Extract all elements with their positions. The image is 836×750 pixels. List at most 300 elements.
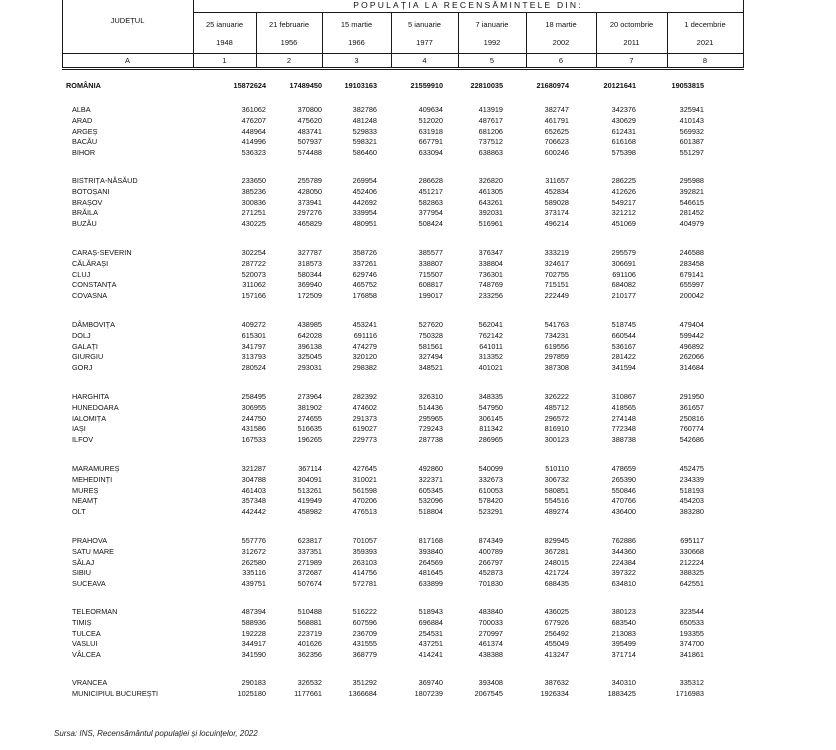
population-value: 414241 — [418, 650, 443, 659]
census-date-3: 15 martie — [340, 20, 373, 29]
population-value: 475620 — [297, 116, 322, 125]
population-value: 324617 — [544, 259, 569, 268]
population-value: 327494 — [418, 352, 443, 361]
total-row — [66, 80, 746, 92]
population-value: 762142 — [478, 331, 503, 340]
population-value: 610053 — [478, 486, 503, 495]
population-value: 762886 — [611, 536, 636, 545]
population-value: 172509 — [297, 291, 322, 300]
population-value: 290183 — [241, 678, 266, 687]
population-value: 483840 — [478, 607, 503, 616]
population-value: 233650 — [241, 176, 266, 185]
population-value: 1716983 — [675, 689, 704, 698]
population-value: 318573 — [297, 259, 322, 268]
county-name: VRANCEA — [72, 678, 108, 687]
population-value: 273964 — [297, 392, 322, 401]
population-value: 395499 — [611, 639, 636, 648]
population-value: 489274 — [544, 507, 569, 516]
population-value: 321212 — [611, 208, 636, 217]
population-value: 706623 — [544, 137, 569, 146]
population-value: 485712 — [544, 403, 569, 412]
census-year-5: 1992 — [483, 38, 501, 47]
column-code-6: 6 — [558, 56, 564, 65]
population-value: 361657 — [679, 403, 704, 412]
population-value: 339954 — [352, 208, 377, 217]
population-value: 274655 — [297, 414, 322, 423]
population-value: 341861 — [679, 650, 704, 659]
population-value: 461305 — [478, 187, 503, 196]
population-value: 372687 — [297, 568, 322, 577]
population-value: 612431 — [611, 127, 636, 136]
population-value: 496892 — [679, 342, 704, 351]
population-value: 633899 — [418, 579, 443, 588]
population-value: 371714 — [611, 650, 636, 659]
population-value: 176858 — [352, 291, 377, 300]
population-value: 340310 — [611, 678, 636, 687]
county-name: SĂLAJ — [72, 558, 95, 567]
population-value: 370800 — [297, 105, 322, 114]
population-value: 691116 — [353, 331, 377, 340]
county-name: TELEORMAN — [72, 607, 118, 616]
population-value: 465752 — [352, 280, 377, 289]
population-value: 508424 — [418, 219, 443, 228]
population-value: 581561 — [418, 342, 443, 351]
county-name: COVASNA — [72, 291, 108, 300]
population-value: 615301 — [241, 331, 266, 340]
population-value: 291373 — [352, 414, 377, 423]
population-value: 287722 — [241, 259, 266, 268]
population-value: 536323 — [241, 148, 266, 157]
population-value: 19053815 — [671, 81, 704, 90]
population-value: 607596 — [352, 618, 377, 627]
population-value: 297859 — [544, 352, 569, 361]
county-name: ARAD — [72, 116, 93, 125]
population-value: 311062 — [242, 280, 266, 289]
population-value: 679141 — [679, 270, 704, 279]
population-value: 760774 — [679, 424, 704, 433]
table-rule — [62, 69, 744, 70]
county-name: BACĂU — [72, 137, 98, 146]
column-code-3: 3 — [354, 56, 359, 65]
census-year-7: 2011 — [623, 38, 640, 47]
population-value: 431586 — [241, 424, 266, 433]
census-year-6: 2002 — [552, 38, 570, 47]
county-name: BOTOȘANI — [72, 187, 110, 196]
population-value: 481248 — [352, 116, 377, 125]
population-value: 589028 — [544, 198, 569, 207]
population-value: 461374 — [478, 639, 503, 648]
population-value: 430629 — [611, 116, 636, 125]
county-name: CARAȘ-SEVERIN — [72, 248, 132, 257]
county-column-header: JUDEȚUL — [110, 16, 145, 25]
population-value: 715151 — [544, 280, 569, 289]
population-value: 442442 — [241, 507, 266, 516]
population-value: 513261 — [297, 486, 322, 495]
population-value: 510488 — [297, 607, 322, 616]
population-value: 655997 — [679, 280, 704, 289]
population-value: 586460 — [352, 148, 377, 157]
population-value: 492860 — [418, 464, 443, 473]
county-name: CLUJ — [72, 270, 91, 279]
population-value: 436400 — [611, 507, 636, 516]
population-value: 772348 — [611, 424, 636, 433]
population-value: 619027 — [352, 424, 377, 433]
population-value: 271989 — [297, 558, 322, 567]
county-name: VÂLCEA — [72, 650, 101, 659]
population-value: 341797 — [241, 342, 266, 351]
population-value: 516961 — [478, 219, 503, 228]
county-name: MUREȘ — [72, 486, 99, 495]
table-rule — [62, 67, 744, 68]
population-value: 264569 — [418, 558, 443, 567]
population-value: 383280 — [679, 507, 704, 516]
population-value: 302254 — [241, 248, 266, 257]
county-name: TIMIȘ — [72, 618, 92, 627]
county-name: BRAȘOV — [72, 198, 103, 207]
county-name: ALBA — [72, 105, 91, 114]
population-value: 192228 — [241, 629, 266, 638]
table-rule — [62, 53, 744, 54]
population-value: 633094 — [418, 148, 443, 157]
population-value: 412626 — [611, 187, 636, 196]
population-value: 310867 — [611, 392, 636, 401]
county-name: IALOMIȚA — [72, 414, 107, 423]
population-value: 438985 — [297, 320, 322, 329]
population-value: 476207 — [241, 116, 266, 125]
population-value: 551297 — [679, 148, 704, 157]
population-value: 19103163 — [344, 81, 377, 90]
population-value: 387308 — [544, 363, 569, 372]
county-name: BIHOR — [72, 148, 96, 157]
population-value: 313352 — [478, 352, 503, 361]
county-name: VASLUI — [72, 639, 98, 648]
population-value: 507674 — [297, 579, 322, 588]
population-value: 210177 — [611, 291, 636, 300]
population-value: 322371 — [418, 475, 443, 484]
population-value: 338807 — [418, 259, 443, 268]
population-value: 413919 — [478, 105, 503, 114]
population-value: 281422 — [611, 352, 636, 361]
population-value: 388738 — [611, 435, 636, 444]
county-row — [66, 649, 746, 661]
census-year-2: 1956 — [280, 38, 298, 47]
population-value: 568881 — [297, 618, 322, 627]
population-value: 244750 — [241, 414, 266, 423]
population-value: 325045 — [297, 352, 322, 361]
population-value: 312672 — [241, 547, 266, 556]
population-value: 224384 — [611, 558, 636, 567]
county-name: OLT — [72, 507, 86, 516]
county-row — [66, 578, 746, 590]
population-value: 1025180 — [237, 689, 266, 698]
population-value: 338804 — [478, 259, 503, 268]
population-value: 326222 — [544, 392, 569, 401]
population-value: 255789 — [297, 176, 322, 185]
population-value: 702755 — [544, 270, 569, 279]
population-value: 212224 — [679, 558, 704, 567]
county-name: SUCEAVA — [72, 579, 106, 588]
population-value: 572781 — [352, 579, 377, 588]
population-value: 15872624 — [233, 81, 266, 90]
population-value: 514436 — [418, 403, 443, 412]
population-value: 286965 — [478, 435, 503, 444]
county-name: GORJ — [72, 363, 93, 372]
population-value: 344917 — [241, 639, 266, 648]
population-value: 306732 — [544, 475, 569, 484]
population-value: 507937 — [297, 137, 322, 146]
census-date-1: 25 ianuarie — [205, 20, 244, 29]
population-value: 414996 — [241, 137, 266, 146]
population-value: 348335 — [478, 392, 503, 401]
population-value: 681206 — [478, 127, 503, 136]
population-value: 518745 — [611, 320, 636, 329]
population-value: 1926334 — [540, 689, 569, 698]
population-value: 616168 — [611, 137, 636, 146]
population-value: 362356 — [297, 650, 322, 659]
population-value: 271251 — [241, 208, 266, 217]
population-value: 167533 — [241, 435, 266, 444]
population-value: 393408 — [478, 678, 503, 687]
county-name: DÂMBOVIȚA — [72, 320, 115, 329]
population-value: 487617 — [478, 116, 503, 125]
population-value: 455049 — [544, 639, 569, 648]
population-value: 335312 — [679, 678, 704, 687]
population-value: 518943 — [418, 607, 443, 616]
census-date-8: 1 decembrie — [684, 20, 726, 29]
county-name: TULCEA — [72, 629, 101, 638]
population-value: 518193 — [679, 486, 704, 495]
population-value: 599442 — [679, 331, 704, 340]
population-value: 326532 — [297, 678, 322, 687]
population-value: 437251 — [418, 639, 443, 648]
population-value: 385236 — [241, 187, 266, 196]
population-value: 1807239 — [414, 689, 443, 698]
population-value: 321287 — [241, 464, 266, 473]
population-value: 748769 — [478, 280, 503, 289]
census-date-7: 20 octombrie — [609, 20, 654, 29]
population-value: 359393 — [352, 547, 377, 556]
population-value: 281452 — [679, 208, 704, 217]
population-value: 516635 — [297, 424, 322, 433]
population-value: 623817 — [297, 536, 322, 545]
population-value: 300836 — [241, 198, 266, 207]
population-value: 523291 — [478, 507, 503, 516]
population-value: 333219 — [544, 248, 569, 257]
table-rule — [743, 0, 744, 67]
population-value: 17489450 — [289, 81, 322, 90]
population-value: 536167 — [611, 342, 636, 351]
population-value: 652625 — [544, 127, 569, 136]
county-name: BUZĂU — [72, 219, 97, 228]
county-name: DOLJ — [72, 331, 91, 340]
population-value: 200042 — [679, 291, 704, 300]
population-value: 414756 — [352, 568, 377, 577]
population-value: 650533 — [679, 618, 704, 627]
population-value: 421724 — [544, 568, 569, 577]
population-value: 358726 — [352, 248, 377, 257]
population-value: 262066 — [679, 352, 704, 361]
population-value: 737512 — [478, 137, 503, 146]
population-value: 341594 — [611, 363, 636, 372]
census-date-4: 5 ianuarie — [408, 20, 441, 29]
population-value: 550846 — [611, 486, 636, 495]
population-value: 461403 — [241, 486, 266, 495]
population-value: 20121641 — [603, 81, 636, 90]
population-value: 248015 — [544, 558, 569, 567]
population-value: 532096 — [418, 496, 443, 505]
census-year-3: 1966 — [348, 38, 365, 47]
population-value: 323544 — [679, 607, 704, 616]
population-value: 608817 — [418, 280, 443, 289]
population-value: 474602 — [352, 403, 377, 412]
population-value: 701057 — [352, 536, 377, 545]
county-name: NEAMȚ — [72, 496, 98, 505]
population-value: 351292 — [352, 678, 377, 687]
population-value: 393840 — [418, 547, 443, 556]
population-value: 385577 — [418, 248, 443, 257]
population-value: 598321 — [352, 137, 377, 146]
population-value: 310021 — [352, 475, 377, 484]
population-value: 326310 — [418, 392, 443, 401]
population-value: 452406 — [352, 187, 377, 196]
population-value: 540099 — [478, 464, 503, 473]
population-value: 557776 — [241, 536, 266, 545]
population-value: 229773 — [352, 435, 377, 444]
population-value: 269954 — [352, 176, 377, 185]
population-value: 337261 — [352, 259, 377, 268]
population-value: 874349 — [478, 536, 503, 545]
population-value: 313793 — [241, 352, 266, 361]
population-value: 683540 — [611, 618, 636, 627]
population-value: 286225 — [611, 176, 636, 185]
population-value: 409634 — [418, 105, 443, 114]
population-value: 430225 — [241, 219, 266, 228]
population-value: 458982 — [297, 507, 322, 516]
population-value: 21559910 — [410, 81, 443, 90]
population-value: 439751 — [241, 579, 266, 588]
population-value: 569932 — [679, 127, 704, 136]
population-value: 578420 — [478, 496, 503, 505]
table-rule — [193, 12, 743, 13]
population-value: 311657 — [545, 176, 569, 185]
population-value: 265390 — [611, 475, 636, 484]
population-value: 641011 — [479, 342, 503, 351]
column-code-7: 7 — [629, 56, 634, 65]
population-value: 282392 — [352, 392, 377, 401]
population-value: 193355 — [679, 629, 704, 638]
population-value: 369940 — [297, 280, 322, 289]
population-value: 413247 — [544, 650, 569, 659]
population-value: 306145 — [478, 414, 503, 423]
population-value: 306691 — [611, 259, 636, 268]
population-value: 236709 — [352, 629, 377, 638]
population-value: 427645 — [352, 464, 377, 473]
population-value: 642551 — [679, 579, 704, 588]
population-value: 297276 — [297, 208, 322, 217]
population-value: 629746 — [352, 270, 377, 279]
population-value: 734231 — [544, 331, 569, 340]
population-value: 419949 — [297, 496, 322, 505]
county-name: HARGHITA — [72, 392, 110, 401]
population-value: 274148 — [611, 414, 636, 423]
population-value: 21680974 — [536, 81, 569, 90]
population-value: 157166 — [241, 291, 266, 300]
population-value: 478659 — [611, 464, 636, 473]
county-name: GALAȚI — [72, 342, 98, 351]
population-value: 2067545 — [474, 689, 503, 698]
population-value: 367281 — [544, 547, 569, 556]
population-value: 436025 — [544, 607, 569, 616]
population-value: 465829 — [297, 219, 322, 228]
population-value: 348521 — [418, 363, 443, 372]
population-value: 258495 — [241, 392, 266, 401]
population-value: 480951 — [352, 219, 377, 228]
population-value: 481645 — [418, 568, 443, 577]
population-value: 619556 — [544, 342, 569, 351]
population-value: 470766 — [611, 496, 636, 505]
population-value: 376347 — [478, 248, 503, 257]
population-value: 701830 — [478, 579, 503, 588]
population-value: 332673 — [478, 475, 503, 484]
population-value: 700033 — [478, 618, 503, 627]
census-year-4: 1977 — [416, 38, 433, 47]
population-value: 562041 — [478, 320, 503, 329]
population-value: 404979 — [679, 219, 704, 228]
population-value: 222449 — [544, 291, 569, 300]
population-value: 326820 — [478, 176, 503, 185]
population-value: 250816 — [679, 414, 704, 423]
population-value: 631918 — [418, 127, 443, 136]
population-value: 196265 — [297, 435, 322, 444]
county-name: IAȘI — [72, 424, 86, 433]
population-value: 516222 — [352, 607, 377, 616]
population-value: 715507 — [418, 270, 443, 279]
population-value: 369740 — [418, 678, 443, 687]
population-value: 461791 — [544, 116, 569, 125]
population-value: 295988 — [679, 176, 704, 185]
population-value: 262580 — [241, 558, 266, 567]
population-value: 254531 — [418, 629, 443, 638]
population-value: 199017 — [418, 291, 443, 300]
population-value: 373174 — [544, 208, 569, 217]
population-value: 580851 — [544, 486, 569, 495]
column-code-2: 2 — [286, 56, 292, 65]
county-name: CONSTANȚA — [72, 280, 117, 289]
population-value: 677926 — [544, 618, 569, 627]
population-value: 306955 — [241, 403, 266, 412]
population-value: 512020 — [418, 116, 443, 125]
population-value: 483741 — [297, 127, 322, 136]
population-value: 582863 — [418, 198, 443, 207]
population-value: 660544 — [611, 331, 636, 340]
population-value: 496214 — [544, 219, 569, 228]
population-value: 320120 — [352, 352, 377, 361]
population-value: 381902 — [297, 403, 322, 412]
county-name: CĂLĂRAȘI — [72, 259, 109, 268]
population-value: 397322 — [611, 568, 636, 577]
population-value: 335116 — [242, 568, 266, 577]
population-value: 330668 — [679, 547, 704, 556]
population-value: 442692 — [352, 198, 377, 207]
table-title: POPULAȚIA LA RECENSĂMINTELE DIN: — [353, 0, 583, 10]
county-name: MUNICIPIUL BUCUREȘTI — [72, 689, 159, 698]
population-value: 580344 — [297, 270, 322, 279]
county-name: PRAHOVA — [72, 536, 108, 545]
population-value: 401021 — [478, 363, 503, 372]
population-value: 476513 — [352, 507, 377, 516]
census-date-6: 18 martie — [545, 20, 577, 29]
population-value: 304091 — [297, 475, 322, 484]
